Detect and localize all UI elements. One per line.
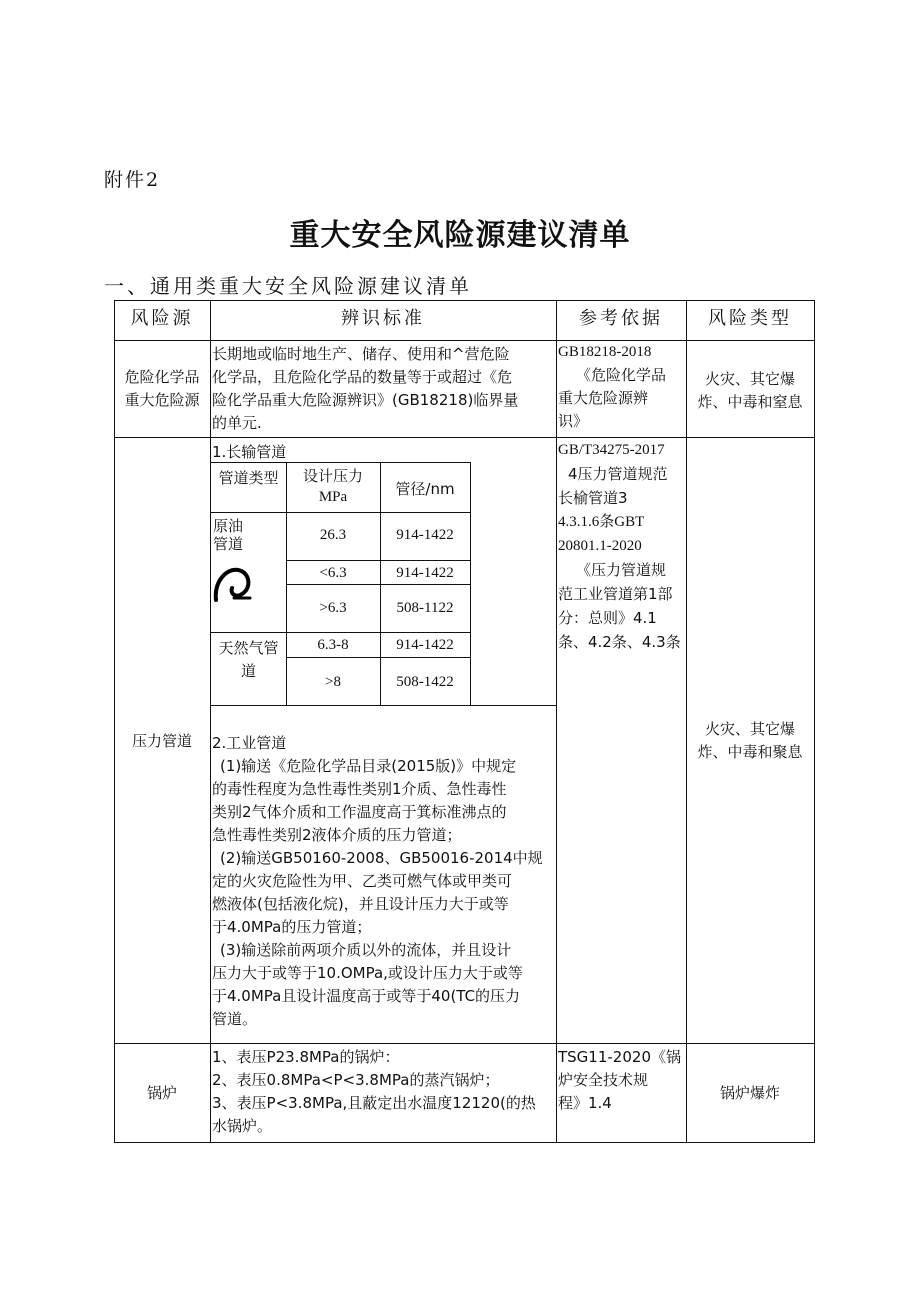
risk-source-table <box>114 300 815 1143</box>
table-border-left <box>114 300 115 1143</box>
header-criteria: 辨识标准 <box>341 308 425 329</box>
row3-criteria: 1、表压P23.8MPa的锅炉： 2、表压0.8MPa<P<3.8MPa的蒸汽锅炉； 3、表压P<3.8MPa,且蔽定出水温度12120(的热 水锅炉。 <box>212 1048 536 1135</box>
pipe-row-4-diameter: 914-1422 <box>396 637 454 653</box>
column-divider-1 <box>210 300 211 1143</box>
pipe-table-row-divider-3 <box>211 632 471 633</box>
pipe-row-1-pressure: 26.3 <box>319 527 347 543</box>
attachment-label: 附件2 <box>104 169 161 191</box>
pipe-table-bottom <box>211 705 556 706</box>
row2-criteria-part1-title: 1.长输管道 <box>212 443 287 461</box>
pipe-table-header-divider <box>211 512 471 513</box>
row2-reference: GB/T34275-2017 4压力管道规范 长榆管道3 4.3.1.6条GBT 20801.1-2020 《压力管道规 范工业管道第1部 分：总则》4.1 条、4.2条、4.3条 <box>558 442 681 651</box>
header-risk-type: 风险类型 <box>708 308 792 329</box>
pipe-table-col-divider-3 <box>470 462 471 705</box>
pipe-table-top <box>211 462 471 463</box>
row-divider-header <box>114 340 815 341</box>
row2-risk-type: 火灾、其它爆 炸、中毒和聚息 <box>697 720 803 761</box>
pipe-row-3-diameter: 508-1122 <box>396 600 454 616</box>
header-reference: 参考依据 <box>579 308 663 329</box>
row3-risk-type: 锅炉爆炸 <box>719 1084 780 1102</box>
table-border-right <box>814 300 815 1143</box>
pipe-row-3-pressure: >6.3 <box>319 600 347 616</box>
row-divider-2 <box>114 1043 815 1044</box>
pipe-row-5-diameter: 508-1422 <box>396 674 454 690</box>
row2-source: 压力管道 <box>131 732 192 750</box>
row3-source: 锅炉 <box>146 1084 177 1102</box>
pipe-row-2-pressure: <6.3 <box>319 565 347 581</box>
row2-criteria-part2: 2.工业管道 (1)输送《危险化学品目录(2015版)》中规定 的毒性程度为急性毒性类别1介质、急性毒性 类别2气体介质和工作温度高于箕标准沸点的 急性毒性类别2液体介质的压力管道； (2)输送GB50160-2008、GB50016-2014中规 定的火灾危险性为甲、乙类可燃气体或甲类可 燃液体(包括液化烷)，并且设计压力大于或等 于4.0MPa的压力管道； (3)输送除前两项介质以外的流体，并且设计 压力大于或等于10.OMPa,或设计压力大于或等 于4.0MPa且设计温度高于或等于40(TC的压力 管道。 <box>212 734 543 1028</box>
row1-criteria: 长期地或临时地生产、储存、使用和^营危险 化学品，且危险化学品的数量等于或超过《危 险化学品重大危险源辨识》(GB18218)临界量 的单元. <box>212 345 519 432</box>
pipe-row-crude-oil-type: 原油 管道 <box>213 517 244 553</box>
header-risk-source: 风险源 <box>130 308 194 329</box>
pipe-row-4-pressure: 6.3-8 <box>317 637 349 653</box>
pipe-header-pressure: 设计压力 MPa <box>302 467 363 505</box>
pipe-row-5-pressure: >8 <box>325 674 341 690</box>
pipe-table-row-divider-1 <box>286 560 471 561</box>
scan-artifact-mark <box>212 564 256 606</box>
pipe-header-type: 管道类型 <box>218 469 279 487</box>
row1-source: 危险化学品 重大危险源 <box>124 368 200 409</box>
pipe-header-diameter: 管径/nm <box>395 480 455 498</box>
row1-reference: GB18218-2018 《危险化学品 重大危险源辨 识》 <box>558 344 667 430</box>
table-border-top <box>114 300 815 301</box>
row-divider-1 <box>114 437 815 438</box>
row1-risk-type: 火灾、其它爆 炸、中毒和窒息 <box>697 370 803 411</box>
column-divider-2 <box>556 300 557 1143</box>
section-heading: 一、通用类重大安全风险源建议清单 <box>104 274 472 298</box>
document-title: 重大安全风险源建议清单 <box>289 218 631 253</box>
table-border-bottom <box>114 1142 815 1143</box>
pipe-row-natural-gas-type: 天然气管 道 <box>218 639 279 680</box>
pipe-row-1-diameter: 914-1422 <box>396 527 454 543</box>
row3-reference: TSG11-2020《锅 炉安全技术规 程》1.4 <box>558 1048 681 1112</box>
pipe-row-2-diameter: 914-1422 <box>396 565 454 581</box>
pipe-table-row-divider-4 <box>286 657 471 658</box>
